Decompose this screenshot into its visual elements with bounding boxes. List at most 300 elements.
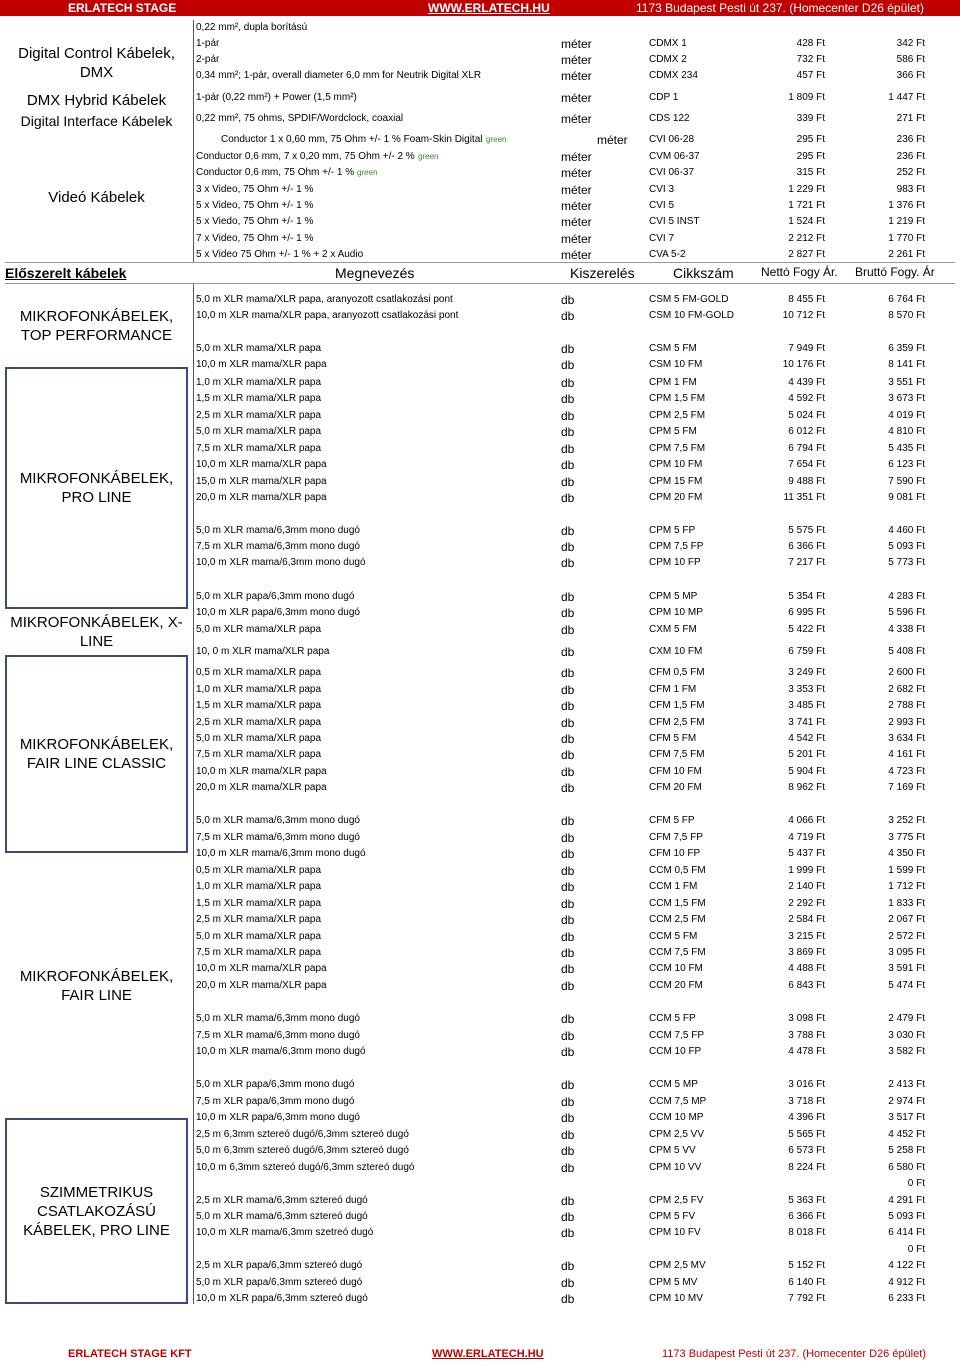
product-name: 2,5 m XLR papa/6,3mm sztereó dugó (196, 1260, 363, 1271)
table-row (5, 764, 955, 780)
product-unit: db (561, 831, 575, 845)
table-row (5, 539, 955, 555)
product-unit: db (561, 475, 575, 489)
product-name: 10,0 m XLR mama/6,3mm mono dugó (196, 1046, 366, 1057)
column-header-net-price: Nettó Fogy Ár. (761, 265, 838, 279)
product-name: Conductor 0,6 mm, 75 Ohm +/- 1 % (196, 167, 355, 178)
table-row (5, 182, 955, 198)
product-unit: db (561, 1259, 575, 1273)
gross-price: 7 590 Ft (888, 476, 925, 487)
product-unit: db (561, 458, 575, 472)
gross-price: 6 764 Ft (888, 294, 925, 305)
product-code: CPM 1,5 FM (649, 393, 706, 404)
product-name: 5 x Video 75 Ohm +/- 1 % + 2 x Audio (196, 249, 364, 260)
table-row (5, 698, 955, 714)
gross-price: 3 591 Ft (888, 963, 925, 974)
product-code: CPM 5 FP (649, 525, 696, 536)
product-name: 5,0 m XLR mama/XLR papa (196, 426, 322, 437)
net-price: 3 788 Ft (788, 1030, 825, 1041)
product-name: 20,0 m XLR mama/XLR papa (196, 782, 327, 793)
product-unit: db (561, 293, 575, 307)
gross-price: 4 912 Ft (888, 1277, 925, 1288)
product-name: 7,5 m XLR mama/XLR papa (196, 749, 322, 760)
net-price: 6 843 Ft (788, 980, 825, 991)
gross-price: 4 161 Ft (888, 749, 925, 760)
product-code: CSM 10 FM-GOLD (649, 310, 735, 321)
net-price: 2 584 Ft (788, 914, 825, 925)
column-header-gross-price: Bruttó Fogy. Ár (855, 265, 935, 279)
net-price: 8 224 Ft (788, 1162, 825, 1173)
product-code: CFM 0,5 FM (649, 667, 705, 678)
product-unit: db (561, 897, 575, 911)
product-unit: méter (561, 37, 592, 51)
header-address: 1173 Budapest Pesti út 237. (Homecenter D26 épület) (636, 1, 924, 15)
gross-price: 1 833 Ft (888, 898, 925, 909)
net-price: 4 439 Ft (788, 377, 825, 388)
table-row (5, 622, 955, 638)
gross-price: 3 673 Ft (888, 393, 925, 404)
header-website-link[interactable]: WWW.ERLATECH.HU (428, 1, 550, 15)
gross-price: 7 169 Ft (888, 782, 925, 793)
product-code: CPM 2,5 MV (649, 1260, 706, 1271)
product-name: 5,0 m XLR mama/XLR papa (196, 931, 322, 942)
product-unit: db (561, 946, 575, 960)
product-code: CCM 7,5 FM (649, 947, 706, 958)
product-code: CSM 5 FM-GOLD (649, 294, 729, 305)
table-row (5, 1160, 955, 1176)
table-row (5, 391, 955, 407)
table-row (5, 1193, 955, 1209)
product-name: 20,0 m XLR mama/XLR papa (196, 492, 327, 503)
net-price: 5 024 Ft (788, 410, 825, 421)
product-name: 1,0 m XLR mama/XLR papa (196, 881, 322, 892)
product-code: CVI 06-37 (649, 167, 695, 178)
gross-price: 0 Ft (907, 1178, 925, 1189)
product-code: CFM 10 FP (649, 848, 701, 859)
gross-price: 2 682 Ft (888, 684, 925, 695)
category-dmx: Digital Control Kábelek, DMX (18, 45, 175, 81)
product-name: 5,0 m XLR mama/XLR papa (196, 733, 322, 744)
net-price: 9 488 Ft (788, 476, 825, 487)
product-code: CCM 20 FM (649, 980, 703, 991)
gross-price: 2 067 Ft (888, 914, 925, 925)
gross-price: 3 095 Ft (888, 947, 925, 958)
net-price: 3 215 Ft (788, 931, 825, 942)
divider (5, 283, 955, 284)
net-price: 5 422 Ft (788, 624, 825, 635)
product-name: 2,5 m 6,3mm sztereó dugó/6,3mm sztereó dugó (196, 1129, 409, 1140)
table-row (5, 605, 955, 621)
product-code: CPM 2,5 VV (649, 1129, 705, 1140)
product-unit: méter (561, 112, 592, 126)
table-row (5, 1275, 955, 1291)
product-code: CVI 3 (649, 184, 675, 195)
category-interface: Digital Interface Kábelek (20, 112, 173, 129)
gross-price: 6 123 Ft (888, 459, 925, 470)
product-unit: méter (561, 150, 592, 164)
table-row (5, 863, 955, 879)
net-price: 4 542 Ft (788, 733, 825, 744)
gross-price: 1 770 Ft (888, 233, 925, 244)
product-name: 5,0 m XLR papa/6,3mm mono dugó (196, 591, 355, 602)
category-symmetric: SZIMMETRIKUS CSATLAKOZÁSÚ KÁBELEK, PRO LINE (5, 1118, 188, 1304)
net-price: 6 995 Ft (788, 607, 825, 618)
table-row (5, 813, 955, 829)
net-price: 5 575 Ft (788, 525, 825, 536)
green-tag: green (418, 152, 439, 161)
product-name: 7,5 m XLR mama/6,3mm mono dugó (196, 832, 360, 843)
net-price: 6 012 Ft (788, 426, 825, 437)
product-unit: db (561, 524, 575, 538)
table-row (5, 978, 955, 994)
gross-price: 3 517 Ft (888, 1112, 925, 1123)
green-tag: green (357, 168, 378, 177)
table-row (5, 90, 955, 106)
category-top-performance: MIKROFONKÁBELEK, TOP PERFORMANCE (19, 308, 174, 344)
net-price: 7 654 Ft (788, 459, 825, 470)
product-unit: méter (561, 199, 592, 213)
net-price: 8 962 Ft (788, 782, 825, 793)
column-header-category: Előszerelt kábelek (5, 265, 127, 281)
net-price: 295 Ft (796, 151, 825, 162)
product-unit: db (561, 1045, 575, 1059)
column-header-code: Cikkszám (673, 265, 734, 281)
product-unit: méter (561, 232, 592, 246)
net-price: 4 719 Ft (788, 832, 825, 843)
net-price: 6 573 Ft (788, 1145, 825, 1156)
product-code: CSM 10 FM (649, 359, 703, 370)
product-code: CPM 5 MV (649, 1277, 698, 1288)
product-name: 20,0 m XLR mama/XLR papa (196, 980, 327, 991)
table-row (5, 1077, 955, 1093)
gross-price: 5 596 Ft (888, 607, 925, 618)
net-price: 3 016 Ft (788, 1079, 825, 1090)
table-row (5, 682, 955, 698)
gross-price: 4 460 Ft (888, 525, 925, 536)
gross-price: 5 408 Ft (888, 646, 925, 657)
product-name: 1-pár (0,22 mm²) + Power (1,5 mm²) (196, 92, 357, 103)
net-price: 3 353 Ft (788, 684, 825, 695)
product-code: CFM 10 FM (649, 766, 702, 777)
table-row (5, 457, 955, 473)
product-name: 7,5 m XLR papa/6,3mm mono dugó (196, 1096, 355, 1107)
gross-price: 4 810 Ft (888, 426, 925, 437)
net-price: 5 904 Ft (788, 766, 825, 777)
product-unit: db (561, 1111, 575, 1125)
gross-price: 2 974 Ft (888, 1096, 925, 1107)
gross-price: 6 359 Ft (888, 343, 925, 354)
table-row (5, 111, 955, 127)
product-unit: db (561, 979, 575, 993)
table-row (5, 644, 955, 660)
product-unit: méter (561, 69, 592, 83)
net-price: 3 718 Ft (788, 1096, 825, 1107)
product-unit: db (561, 748, 575, 762)
net-price: 4 592 Ft (788, 393, 825, 404)
product-code: CFM 2,5 FM (649, 717, 705, 728)
gross-price: 4 338 Ft (888, 624, 925, 635)
product-code: CFM 7,5 FP (649, 832, 703, 843)
product-code: CDMX 234 (649, 70, 698, 81)
net-price: 7 217 Ft (788, 557, 825, 568)
product-name: 2,5 m XLR mama/XLR papa (196, 410, 322, 421)
table-row (5, 961, 955, 977)
product-name: 7,5 m XLR mama/XLR papa (196, 443, 322, 454)
product-code: CFM 20 FM (649, 782, 702, 793)
table-row (5, 715, 955, 731)
product-code: CPM 15 FM (649, 476, 703, 487)
product-unit: db (561, 1194, 575, 1208)
product-code: CCM 10 MP (649, 1112, 704, 1123)
gross-price: 5 435 Ft (888, 443, 925, 454)
product-unit: db (561, 913, 575, 927)
footer-website-link[interactable]: WWW.ERLATECH.HU (432, 1348, 544, 1360)
net-price: 3 249 Ft (788, 667, 825, 678)
product-unit: db (561, 666, 575, 680)
table-row (5, 1258, 955, 1274)
product-code: CDP 1 (649, 92, 679, 103)
product-name: 7,5 m XLR mama/6,3mm mono dugó (196, 1030, 360, 1041)
product-code: CPM 5 FM (649, 426, 697, 437)
product-unit: db (561, 1012, 575, 1026)
gross-price: 2 600 Ft (888, 667, 925, 678)
product-name: 7 x Video, 75 Ohm +/- 1 % (196, 233, 314, 244)
product-code: CPM 2,5 FM (649, 410, 706, 421)
net-price: 4 478 Ft (788, 1046, 825, 1057)
product-code: CCM 5 FP (649, 1013, 696, 1024)
product-unit: méter (561, 91, 592, 105)
net-price: 10 176 Ft (782, 359, 825, 370)
table-row (5, 231, 955, 247)
net-price: 5 565 Ft (788, 1129, 825, 1140)
product-code: CVI 7 (649, 233, 675, 244)
table-row (5, 945, 955, 961)
net-price: 2 292 Ft (788, 898, 825, 909)
product-name: 5,0 m XLR papa/6,3mm mono dugó (196, 1079, 355, 1090)
product-code: CVI 5 (649, 200, 675, 211)
product-name: 10, 0 m XLR mama/XLR papa (196, 646, 330, 657)
product-unit: méter (597, 133, 628, 147)
product-name: 0,22 mm², dupla borítású (196, 22, 308, 33)
product-name: 10,0 m XLR mama/XLR papa (196, 359, 327, 370)
gross-price: 5 773 Ft (888, 557, 925, 568)
product-name: 10,0 m XLR mama/6,3mm mono dugó (196, 557, 366, 568)
product-code: CVI 06-28 (649, 134, 695, 145)
product-code: CPM 1 FM (649, 377, 697, 388)
product-name: 10,0 m XLR mama/6,3mm szetreó dugó (196, 1227, 374, 1238)
net-price: 6 366 Ft (788, 541, 825, 552)
product-name: 5,0 m XLR mama/6,3mm sztereó dugó (196, 1211, 368, 1222)
product-code: CXM 10 FM (649, 646, 703, 657)
gross-price: 366 Ft (896, 70, 925, 81)
product-unit: db (561, 623, 575, 637)
product-code: CPM 10 FM (649, 459, 703, 470)
gross-price: 4 452 Ft (888, 1129, 925, 1140)
product-name: 10,0 m XLR papa/6,3mm sztereó dugó (196, 1293, 368, 1304)
product-code: CCM 0,5 FM (649, 865, 706, 876)
product-unit: db (561, 376, 575, 390)
product-code: CPM 7,5 FP (649, 541, 704, 552)
product-code: CVM 06-37 (649, 151, 700, 162)
product-code: CPM 10 VV (649, 1162, 702, 1173)
product-name: 10,0 m XLR mama/XLR papa (196, 963, 327, 974)
product-unit: db (561, 716, 575, 730)
product-unit: db (561, 732, 575, 746)
product-code: CSM 5 FM (649, 343, 697, 354)
product-code: CCM 1,5 FM (649, 898, 706, 909)
net-price: 6 140 Ft (788, 1277, 825, 1288)
category-x-line: MIKROFONKÁBELEK, X-LINE (10, 614, 183, 650)
product-code: CCM 5 FM (649, 931, 698, 942)
net-price: 3 098 Ft (788, 1013, 825, 1024)
product-name: 5,0 m XLR mama/XLR papa (196, 343, 322, 354)
product-name: 1,5 m XLR mama/XLR papa (196, 700, 322, 711)
product-code: CFM 7,5 FM (649, 749, 705, 760)
net-price: 7 949 Ft (788, 343, 825, 354)
net-price: 2 827 Ft (788, 249, 825, 260)
product-name: 5,0 m XLR mama/6,3mm mono dugó (196, 815, 360, 826)
product-code: CPM 7,5 FM (649, 443, 706, 454)
gross-price: 3 775 Ft (888, 832, 925, 843)
table-row (5, 165, 955, 181)
product-code: CDMX 1 (649, 38, 687, 49)
table-row (5, 731, 955, 747)
gross-price: 8 141 Ft (888, 359, 925, 370)
gross-price: 4 723 Ft (888, 766, 925, 777)
product-name: 2,5 m XLR mama/XLR papa (196, 717, 322, 728)
product-code: CPM 10 MP (649, 607, 703, 618)
table-row (5, 846, 955, 862)
product-name: 1,5 m XLR mama/XLR papa (196, 393, 322, 404)
product-unit: db (561, 1078, 575, 1092)
net-price: 6 794 Ft (788, 443, 825, 454)
product-unit: db (561, 1226, 575, 1240)
net-price: 3 869 Ft (788, 947, 825, 958)
product-unit: db (561, 930, 575, 944)
product-code: CDS 122 (649, 113, 690, 124)
gross-price: 3 252 Ft (888, 815, 925, 826)
table-row (5, 214, 955, 230)
product-unit: db (561, 699, 575, 713)
product-unit: db (561, 358, 575, 372)
product-unit: méter (561, 53, 592, 67)
product-unit: db (561, 309, 575, 323)
product-name: 1,0 m XLR mama/XLR papa (196, 684, 322, 695)
table-row (5, 1176, 955, 1192)
net-price: 4 066 Ft (788, 815, 825, 826)
net-price: 5 201 Ft (788, 749, 825, 760)
table-row (5, 36, 955, 52)
product-unit: méter (561, 248, 592, 262)
table-row (5, 1291, 955, 1307)
gross-price: 3 582 Ft (888, 1046, 925, 1057)
net-price: 3 741 Ft (788, 717, 825, 728)
gross-price: 5 474 Ft (888, 980, 925, 991)
table-row (5, 198, 955, 214)
gross-price: 4 350 Ft (888, 848, 925, 859)
net-price: 732 Ft (796, 54, 825, 65)
product-name: 2,5 m XLR mama/XLR papa (196, 914, 322, 925)
table-row (5, 1044, 955, 1060)
table-row (5, 665, 955, 681)
product-name: 10,0 m XLR mama/XLR papa (196, 459, 327, 470)
net-price: 7 792 Ft (788, 1293, 825, 1304)
product-unit: db (561, 540, 575, 554)
net-price: 4 488 Ft (788, 963, 825, 974)
product-unit: db (561, 1210, 575, 1224)
net-price: 1 721 Ft (788, 200, 825, 211)
product-unit: db (561, 1095, 575, 1109)
product-name: 10,0 m XLR mama/XLR papa (196, 766, 327, 777)
footer-address: 1173 Budapest Pesti út 237. (Homecenter D26 épület) (662, 1348, 926, 1360)
product-code: CFM 5 FM (649, 733, 697, 744)
net-price: 1 229 Ft (788, 184, 825, 195)
table-row (5, 912, 955, 928)
table-row (5, 747, 955, 763)
table-row (5, 1011, 955, 1027)
product-unit: db (561, 442, 575, 456)
gross-price: 342 Ft (896, 38, 925, 49)
table-row (5, 1225, 955, 1241)
category-pro-line: MIKROFONKÁBELEK, PRO LINE (5, 367, 188, 609)
product-name: 5,0 m XLR mama/6,3mm mono dugó (196, 1013, 360, 1024)
product-unit: db (561, 1276, 575, 1290)
product-name: 0,34 mm²; 1-pár, overall diameter 6,0 mm for Neutrik Digital XLR (196, 70, 482, 81)
product-name: 0,5 m XLR mama/XLR papa (196, 667, 322, 678)
gross-price: 1 376 Ft (888, 200, 925, 211)
gross-price: 983 Ft (896, 184, 925, 195)
table-row (5, 555, 955, 571)
product-unit: db (561, 556, 575, 570)
product-name: 10,0 m XLR mama/6,3mm mono dugó (196, 848, 366, 859)
product-name: Conductor 1 x 0,60 mm, 75 Ohm +/- 1 % Foam-Skin Digital (221, 134, 483, 145)
net-price: 6 366 Ft (788, 1211, 825, 1222)
table-row (5, 375, 955, 391)
gross-price: 6 580 Ft (888, 1162, 925, 1173)
net-price: 6 759 Ft (788, 646, 825, 657)
gross-price: 2 413 Ft (888, 1079, 925, 1090)
product-unit: db (561, 683, 575, 697)
gross-price: 236 Ft (896, 134, 925, 145)
product-name: 5,0 m XLR mama/XLR papa, aranyozott csatlakozási pont (196, 294, 453, 305)
gross-price: 5 093 Ft (888, 1211, 925, 1222)
gross-price: 3 551 Ft (888, 377, 925, 388)
gross-price: 1 219 Ft (888, 216, 925, 227)
gross-price: 1 599 Ft (888, 865, 925, 876)
product-unit: méter (561, 183, 592, 197)
product-name: 5,0 m XLR mama/6,3mm mono dugó (196, 525, 360, 536)
product-code: CPM 10 MV (649, 1293, 703, 1304)
table-row (5, 132, 955, 148)
product-unit: db (561, 606, 575, 620)
product-unit: db (561, 392, 575, 406)
product-unit: db (561, 342, 575, 356)
net-price: 5 437 Ft (788, 848, 825, 859)
gross-price: 2 479 Ft (888, 1013, 925, 1024)
table-row (5, 1127, 955, 1143)
product-code: CFM 1 FM (649, 684, 697, 695)
column-header-name: Megnevezés (335, 265, 415, 281)
product-code: CDMX 2 (649, 54, 687, 65)
product-name: 10,0 m XLR mama/XLR papa, aranyozott csatlakozási pont (196, 310, 459, 321)
column-header-row (5, 263, 955, 283)
gross-price: 2 788 Ft (888, 700, 925, 711)
product-unit: db (561, 590, 575, 604)
net-price: 8 455 Ft (788, 294, 825, 305)
gross-price: 0 Ft (907, 1244, 925, 1255)
category-hybrid: DMX Hybrid Kábelek (26, 91, 167, 109)
gross-price: 5 258 Ft (888, 1145, 925, 1156)
